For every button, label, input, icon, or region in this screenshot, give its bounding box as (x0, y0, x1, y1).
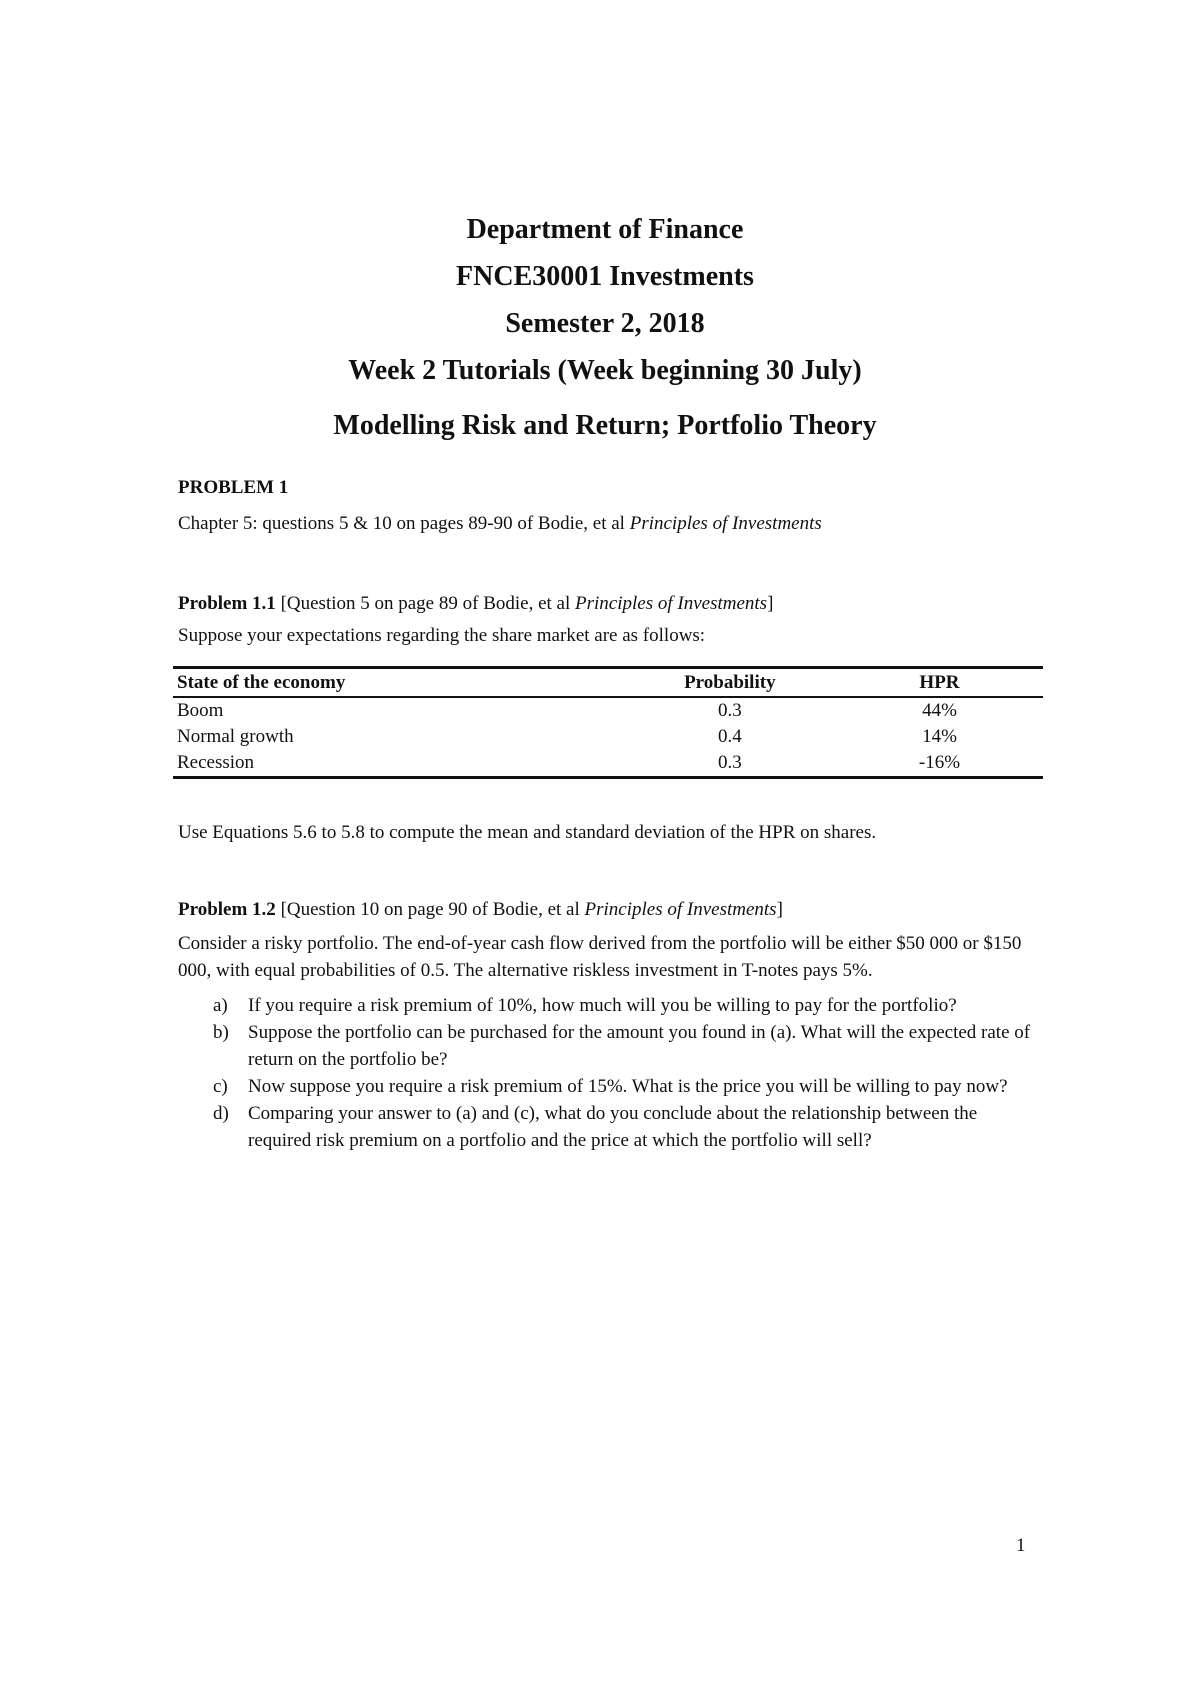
problem-1-2-section (178, 896, 1038, 1154)
table-row (173, 750, 1043, 778)
list-marker: a) (213, 995, 228, 1016)
list-item-text: If you require a risk premium of 10%, how much will you be willing to pay for the portfolio? (248, 995, 957, 1016)
problem-1-intro-text: Chapter 5: questions 5 & 10 on pages 89-90 of Bodie, et al (178, 513, 630, 534)
table-cell-hpr: 44% (922, 700, 957, 721)
title-block (0, 206, 1200, 449)
topic-title: Modelling Risk and Return; Portfolio Theory (333, 410, 877, 441)
problem-1-2-ref: [Question 10 on page 90 of Bodie, et al (275, 899, 585, 920)
list-item-text: Now suppose you require a risk premium of 15%. What is the price you will be willing to pay now? (248, 1076, 1008, 1097)
page-number: 1 (1016, 1535, 1026, 1556)
problem-1-intro-book: Principles of Investments (629, 513, 822, 534)
problem-1-1-label: Problem 1.1 (178, 593, 276, 614)
list-marker: b) (213, 1022, 229, 1043)
problem-1-1-lead: Suppose your expectations regarding the share market are as follows: (178, 625, 706, 646)
table-cell-state: Recession (177, 752, 255, 773)
department-title: Department of Finance (466, 214, 744, 245)
table-cell-probability: 0.4 (717, 726, 742, 747)
problem-1-heading: PROBLEM 1 (178, 477, 289, 498)
question-list (178, 992, 1038, 1154)
list-item (178, 992, 1038, 1019)
course-title: FNCE30001 Investments (456, 261, 754, 292)
week-title: Week 2 Tutorials (Week beginning 30 July) (348, 355, 862, 386)
table-header-row (173, 668, 1043, 698)
list-item (178, 1073, 1038, 1100)
table-cell-state: Boom (177, 700, 224, 721)
list-marker: c) (213, 1076, 228, 1097)
table-cell-hpr: -16% (918, 752, 961, 773)
problem-1-1-ref-book: Principles of Investments (575, 593, 768, 614)
list-item-text: Suppose the portfolio can be purchased for the amount you found in (a). What will the expected rate of return on the portfolio be? (248, 1022, 1031, 1070)
problem-1-1-task-block (178, 819, 1038, 846)
table-row (173, 697, 1043, 724)
problem-1-2-label: Problem 1.2 (178, 899, 276, 920)
table-cell-probability: 0.3 (717, 752, 742, 773)
table-row (173, 724, 1043, 750)
table-header-hpr: HPR (836, 668, 1043, 698)
problem-1-1-task: Use Equations 5.6 to 5.8 to compute the mean and standard deviation of the HPR on shares. (178, 822, 877, 843)
semester-title: Semester 2, 2018 (505, 308, 705, 339)
problem-1-intro (178, 510, 1038, 537)
problem-1-1-ref-end: ] (767, 593, 774, 614)
table-header-probability: Probability (624, 668, 836, 698)
problem-1-section (178, 474, 1038, 537)
list-marker: d) (213, 1103, 229, 1124)
table-header-state: State of the economy (173, 668, 624, 698)
problem-1-1-heading (178, 590, 1038, 617)
problem-1-1-section (178, 590, 1038, 649)
problem-1-2-ref-book: Principles of Investments (584, 899, 777, 920)
list-item (178, 1100, 1038, 1154)
problem-1-2-ref-end: ] (776, 899, 783, 920)
problem-1-2-heading (178, 896, 1038, 923)
table-cell-hpr: 14% (922, 726, 957, 747)
table-cell-state: Normal growth (177, 726, 294, 747)
list-item-text: Comparing your answer to (a) and (c), what do you conclude about the relationship between the required risk premium on a portfolio and the price at which the portfolio will sell? (248, 1103, 978, 1151)
problem-1-1-ref: [Question 5 on page 89 of Bodie, et al (275, 593, 575, 614)
list-item (178, 1019, 1038, 1073)
problem-1-2-body: Consider a risky portfolio. The end-of-year cash flow derived from the portfolio will be either $50 000 or $150 000, with equal probabilities of 0.5. The alternative riskless investment in T-notes pays 5%. (178, 933, 1022, 981)
expectations-table (173, 666, 1043, 779)
table-cell-probability: 0.3 (717, 700, 742, 721)
